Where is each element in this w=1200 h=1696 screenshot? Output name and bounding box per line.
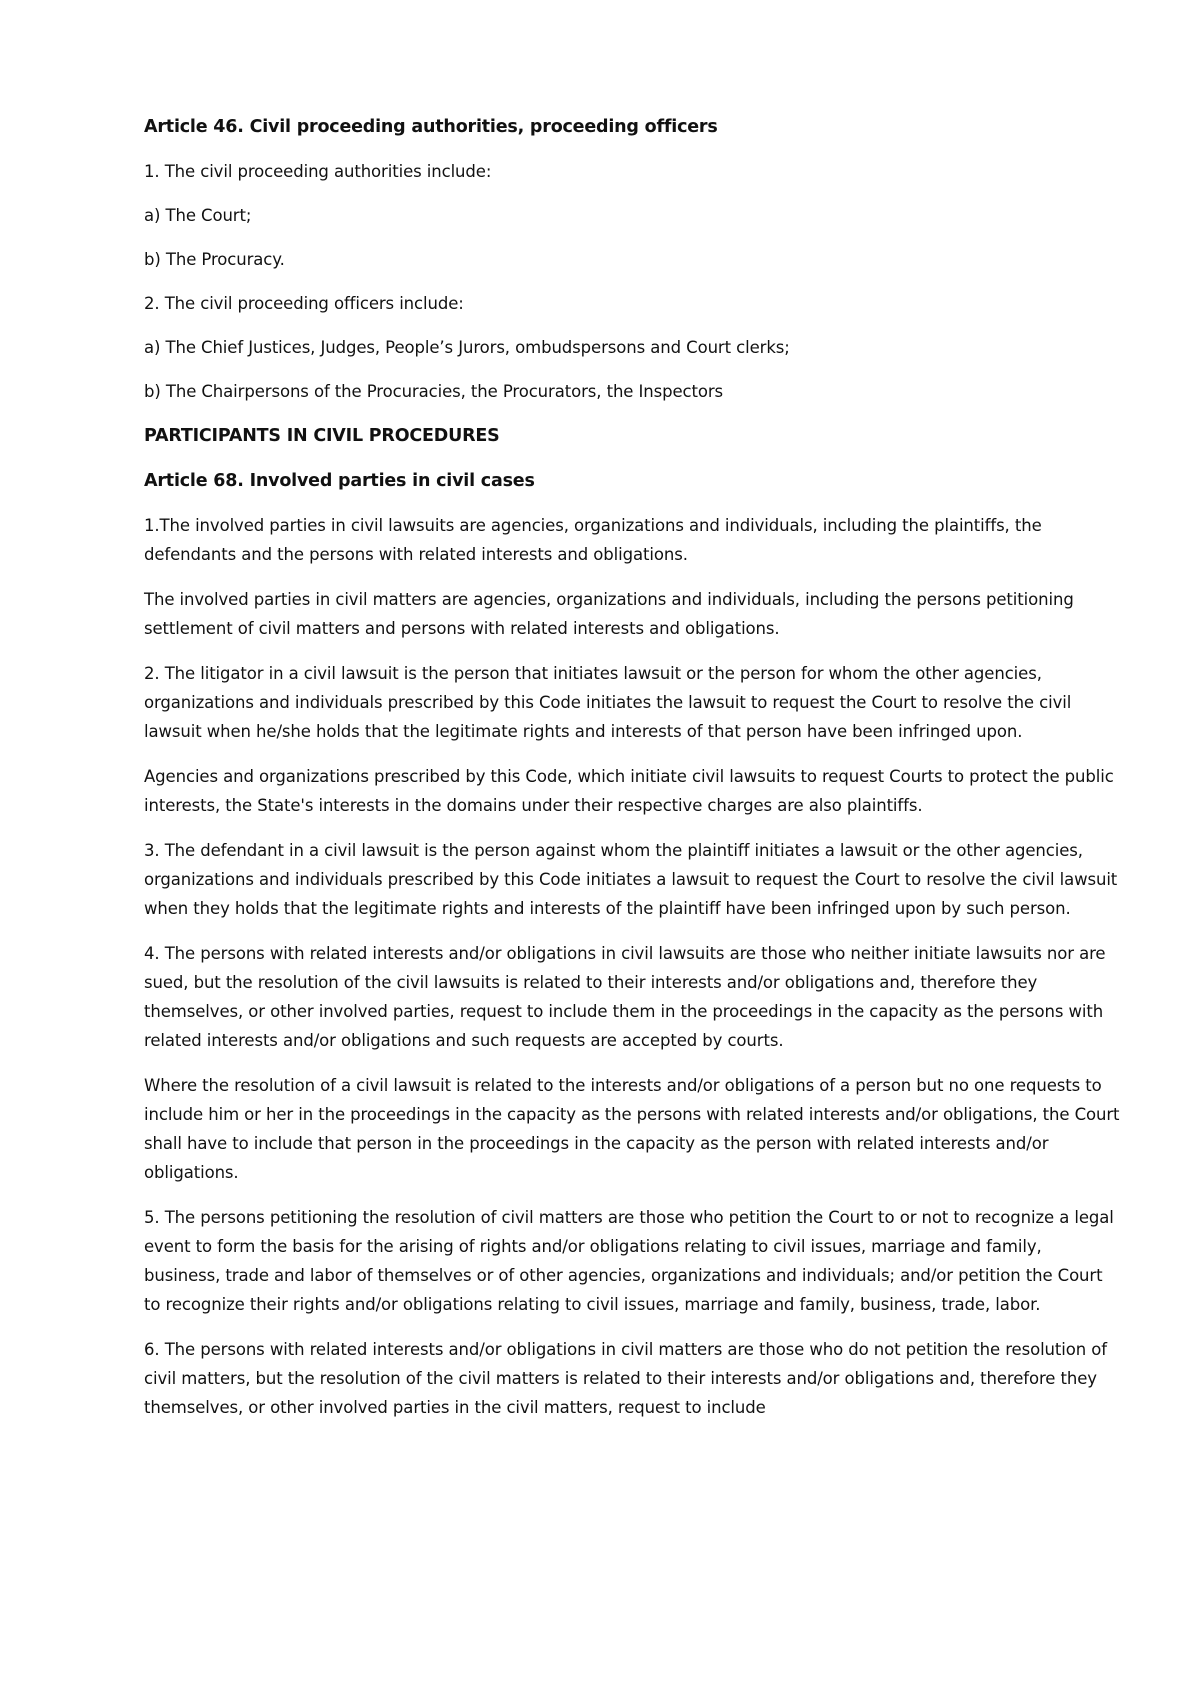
section-heading: PARTICIPANTS IN CIVIL PROCEDURES bbox=[144, 426, 500, 446]
article-68-paragraph: 1.The involved parties in civil lawsuits are agencies, organizations and individuals, including the plaintiffs, the defendants and the persons with related interests and obligations. bbox=[144, 516, 1042, 564]
article-68-paragraph: The involved parties in civil matters are agencies, organizations and individuals, including the persons petitioning settlement of civil matters and persons with related interests and obligations. bbox=[144, 590, 1074, 638]
article-46-paragraph: b) The Chairpersons of the Procuracies, the Procurators, the Inspectors bbox=[144, 382, 724, 401]
article-68-paragraph: 6. The persons with related interests and/or obligations in civil matters are those who do not petition the resolution of civil matters, but the resolution of the civil matters is related to their interests and/or obligations and, therefore they themselves, or other involved parties in the civil matters, request to include bbox=[144, 1340, 1107, 1417]
article-46-heading: Article 46. Civil proceeding authorities, proceeding officers bbox=[144, 117, 718, 137]
document-page bbox=[144, 112, 1120, 1438]
article-46-paragraph: a) The Chief Justices, Judges, People’s Jurors, ombudspersons and Court clerks; bbox=[144, 338, 790, 357]
article-68-paragraph: 5. The persons petitioning the resolution of civil matters are those who petition the Court to or not to recognize a legal event to form the basis for the arising of rights and/or obligations relating to civil issues, marriage and family, business, trade and labor of themselves or of other agencies, organizations and individuals; and/or petition the Court to recognize their rights and/or obligations relating to civil issues, marriage and family, business, trade, labor. bbox=[144, 1208, 1114, 1314]
article-46-paragraph: a) The Court; bbox=[144, 206, 252, 225]
article-46-paragraph: b) The Procuracy. bbox=[144, 250, 285, 269]
article-68-paragraph: 3. The defendant in a civil lawsuit is the person against whom the plaintiff initiates a lawsuit or the other agencies, organizations and individuals prescribed by this Code initiates a lawsuit to request the Court to resolve the civil lawsuit when they holds that the legitimate rights and interests of the plaintiff have been infringed upon by such person. bbox=[144, 841, 1118, 918]
article-46-paragraph: 1. The civil proceeding authorities include: bbox=[144, 162, 492, 181]
article-68-paragraph: 2. The litigator in a civil lawsuit is the person that initiates lawsuit or the person for whom the other agencies, organizations and individuals prescribed by this Code initiates the lawsuit to request the Court to resolve the civil lawsuit when he/she holds that the legitimate rights and interests of that person have been infringed upon. bbox=[144, 664, 1072, 741]
article-68-paragraph: 4. The persons with related interests and/or obligations in civil lawsuits are those who neither initiate lawsuits nor are sued, but the resolution of the civil lawsuits is related to their interests and/or obligations and, therefore they themselves, or other involved parties, request to include them in the proceedings in the capacity as the persons with related interests and/or obligations and such requests are accepted by courts. bbox=[144, 944, 1106, 1050]
article-68-paragraph: Agencies and organizations prescribed by this Code, which initiate civil lawsuits to request Courts to protect the public interests, the State's interests in the domains under their respective charges are also plaintiffs. bbox=[144, 767, 1114, 815]
article-46-paragraph: 2. The civil proceeding officers include: bbox=[144, 294, 464, 313]
article-68-heading: Article 68. Involved parties in civil cases bbox=[144, 471, 535, 491]
article-68-paragraph: Where the resolution of a civil lawsuit is related to the interests and/or obligations of a person but no one requests to include him or her in the proceedings in the capacity as the persons with related interests and/or obligations, the Court shall have to include that person in the proceedings in the capacity as the person with related interests and/or obligations. bbox=[144, 1076, 1120, 1182]
